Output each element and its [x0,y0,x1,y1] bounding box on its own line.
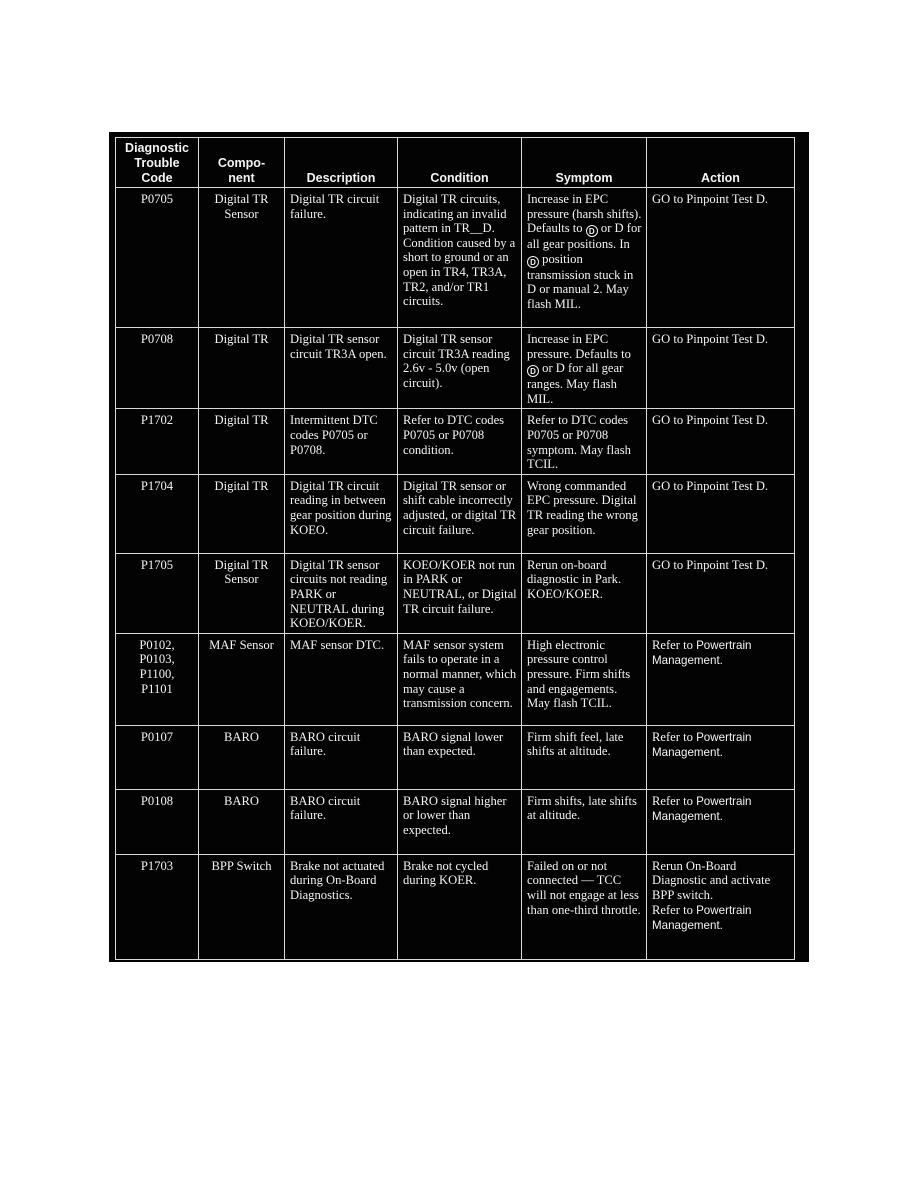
cell-description: BARO circuit failure. [285,789,398,854]
action-prefix: Refer to [652,729,693,744]
cell-symptom [522,328,647,409]
dtc-table [115,137,795,960]
cell-symptom: Firm shift feel, late shifts at altitude. [522,725,647,789]
cell-component [199,328,285,409]
header-code-line: Diagnostic [125,141,189,155]
component-line: Digital TR [214,192,269,206]
cell-description: Digital TR circuit failure. [285,188,398,328]
component-line: BARO [224,793,259,808]
action-text: Rerun On-Board Diagnostic and activate BPP switch. [652,858,771,902]
cell-description: BARO circuit failure. [285,725,398,789]
cell-symptom: Wrong commanded EPC pressure. Digital TR reading the wrong gear position. [522,474,647,553]
cell-action [647,854,795,959]
cell-code [116,188,199,328]
cell-condition: Refer to DTC codes P0705 or P0708 condition. [398,409,522,474]
dtc-code: P0705 [140,192,174,206]
cell-symptom: Failed on or not connected — TCC will not engage at less than one-third throttle. [522,854,647,959]
cell-action: GO to Pinpoint Test D. [647,553,795,633]
cell-condition: BARO signal lower than expected. [398,725,522,789]
component-line: Digital TR [214,557,269,572]
cell-description: Digital TR sensor circuits not reading PARK or NEUTRAL during KOEO/KOER. [285,553,398,633]
cell-description: Digital TR sensor circuit TR3A open. [285,328,398,409]
manual-reference: Powertrain Management. [652,794,752,824]
overdrive-circle-icon: D [527,365,539,377]
cell-condition: BARO signal higher or lower than expected. [398,789,522,854]
component-line: Sensor [224,572,259,587]
component-line: Digital TR [214,332,269,346]
component-line: BPP Switch [211,858,272,873]
cell-code [116,474,199,553]
dtc-code: P1100, [139,666,175,681]
cell-code [116,409,199,474]
header-code-line: Trouble [134,156,180,170]
symptom-text: position transmission stuck in D or manual 2. May flash MIL. [527,251,634,311]
dtc-code: P0108 [140,793,174,808]
header-symptom: Symptom [522,138,647,188]
cell-symptom [522,188,647,328]
header-row [116,138,795,188]
cell-code [116,328,199,409]
component-line: Sensor [224,206,259,221]
manual-reference: Powertrain Management. [652,730,752,760]
cell-code [116,553,199,633]
cell-action: GO to Pinpoint Test D. [647,409,795,474]
symptom-text: Increase in EPC pressure. Defaults to [527,332,631,361]
cell-action: GO to Pinpoint Test D. [647,188,795,328]
header-component [199,138,285,188]
cell-description: Intermittent DTC codes P0705 or P0708. [285,409,398,474]
dtc-code: P1702 [140,413,174,428]
action-prefix: Refer to [652,793,693,808]
action-prefix: Refer to [652,637,693,652]
table-row [116,328,795,409]
table-row [116,188,795,328]
manual-reference: Powertrain Management. [652,903,752,933]
table-row [116,553,795,633]
dtc-code: P0103, [139,652,175,667]
cell-symptom: High electronic pressure control pressure. Firm shifts and engagements. May flash TCIL. [522,633,647,725]
component-line: Digital TR [214,478,269,493]
component-line: BARO [224,729,259,744]
cell-action [647,725,795,789]
component-line: MAF Sensor [209,637,274,652]
symptom-text: or D for all gear positions. In [527,221,642,252]
cell-symptom: Firm shifts, late shifts at altitude. [522,789,647,854]
cell-code [116,725,199,789]
cell-condition: Digital TR circuits, indicating an invalid pattern in TR__D. Condition caused by a short to ground or an open in TR4, TR3A, TR2, and/or TR1 circuits. [398,188,522,328]
cell-condition: KOEO/KOER not run in PARK or NEUTRAL, or Digital TR circuit failure. [398,553,522,633]
header-description: Description [285,138,398,188]
cell-component [199,789,285,854]
manual-reference: Powertrain Management. [652,638,752,668]
dtc-code: P1704 [140,478,174,493]
table-row [116,789,795,854]
table-row [116,725,795,789]
cell-component [199,633,285,725]
header-component-line: Compo- [217,156,266,170]
cell-action [647,633,795,725]
cell-description: MAF sensor DTC. [285,633,398,725]
header-component-line: nent [228,171,255,185]
cell-component [199,474,285,553]
cell-action: GO to Pinpoint Test D. [647,474,795,553]
symptom-text: or D for all gear ranges. May flash MIL. [527,361,624,406]
cell-action: GO to Pinpoint Test D. [647,328,795,409]
dtc-code: P1705 [140,557,174,572]
cell-action [647,789,795,854]
overdrive-circle-icon: D [527,256,539,268]
table-row [116,409,795,474]
cell-symptom: Refer to DTC codes P0705 or P0708 symptom. May flash TCIL. [522,409,647,474]
dtc-code: P0708 [140,332,174,346]
cell-component [199,188,285,328]
cell-description: Digital TR circuit reading in between gear position during KOEO. [285,474,398,553]
cell-description: Brake not actuated during On-Board Diagnostics. [285,854,398,959]
dtc-code: P1703 [140,858,174,873]
cell-symptom: Rerun on-board diagnostic in Park. KOEO/KOER. [522,553,647,633]
cell-component [199,854,285,959]
cell-condition: MAF sensor system fails to operate in a normal manner, which may cause a transmission concern. [398,633,522,725]
dtc-code: P0102, [139,637,175,652]
dtc-code: P1101 [141,681,173,696]
cell-component [199,409,285,474]
header-action: Action [647,138,795,188]
cell-code [116,789,199,854]
dtc-code: P0107 [140,729,174,744]
table-row [116,474,795,553]
header-code [116,138,199,188]
header-condition: Condition [398,138,522,188]
action-prefix: Refer to [652,902,693,917]
cell-condition: Brake not cycled during KOER. [398,854,522,959]
cell-code [116,854,199,959]
table-row [116,854,795,959]
cell-condition: Digital TR sensor or shift cable incorrectly adjusted, or digital TR circuit failure. [398,474,522,553]
cell-condition: Digital TR sensor circuit TR3A reading 2.6v - 5.0v (open circuit). [398,328,522,409]
overdrive-circle-icon: D [586,225,598,237]
cell-component [199,725,285,789]
cell-code [116,633,199,725]
cell-component [199,553,285,633]
dtc-table-panel [109,132,809,962]
component-line: Digital TR [214,413,269,428]
symptom-text: Increase in EPC pressure (harsh shifts). Defaults to [527,192,642,236]
table-row [116,633,795,725]
header-code-line: Code [141,171,173,185]
